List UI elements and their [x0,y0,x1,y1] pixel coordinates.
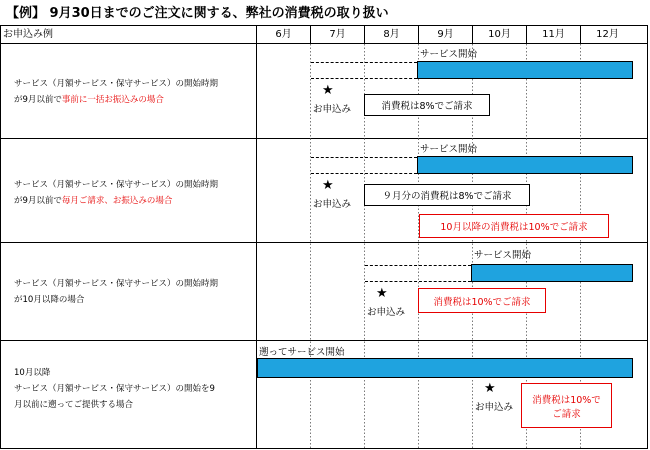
row1-order-label: お申込み [313,104,352,115]
row2-order-label: お申込み [313,199,352,210]
row2-description [14,177,218,209]
row3-dashed-top [365,265,471,266]
row4-desc-line2: サービス（月額サービス・保守サービス）の開始を9 [14,384,215,394]
row3-desc-line1: サービス（月額サービス・保守サービス）の開始時期 [14,279,219,289]
row3-order-label: お申込み [367,307,406,318]
month-header-aug: 8月 [383,29,400,40]
row4-tax-note-10 [521,383,612,428]
month-header-nov: 11月 [542,29,565,40]
month-header-jul: 7月 [329,29,346,40]
row2-dashed-bottom [311,173,417,174]
row4-order-star-icon: ★ [484,381,496,396]
page-title: 【例】 9月30日までのご注文に関する、弊社の消費税の取り扱い [6,6,389,21]
row1-description [14,76,218,108]
month-header-oct: 10月 [488,29,511,40]
row2-desc-line1: サービス（月額サービス・保守サービス）の開始時期 [14,180,219,190]
row1-desc-line2 [14,92,218,108]
row1-service-start-label: サービス開始 [420,49,478,60]
row4-tax-note-line1: 消費税は10%で [532,394,601,406]
row2-dashed-top [311,157,417,158]
row2-service-start-label: サービス開始 [420,144,478,155]
row4-desc-line3: 月以前に遡ってご提供する場合 [14,400,134,410]
row2-desc-line2-red: 毎月ご請求、お振込みの場合 [61,196,173,206]
month-header-sep: 9月 [437,29,454,40]
row2-service-bar [417,156,633,174]
row3-service-start-label: サービス開始 [474,250,532,261]
row1-desc-line2-red: 事前に一括お振込みの場合 [61,95,164,105]
row1-dashed-bottom [311,78,417,79]
row3-description [14,276,218,308]
row4-description [14,365,215,413]
row4-desc-line1: 10月以降 [14,368,51,378]
row3-dashed-bottom [365,281,471,282]
row1-dashed-top [311,62,417,63]
row3-order-star-icon: ★ [376,286,388,301]
row1-order-star-icon: ★ [322,83,334,98]
row4-service-start-label: 遡ってサービス開始 [259,347,345,358]
row4-order-label: お申込み [475,402,514,413]
row3-desc-line2: が10月以降の場合 [14,295,85,305]
row3-tax-note-10: 消費税は10%でご請求 [418,288,546,313]
row4-service-bar [257,358,633,378]
row1-service-bar [417,61,633,79]
row2-tax-note-8: ９月分の消費税は8%でご請求 [364,184,530,206]
month-header-jun: 6月 [275,29,292,40]
row1-desc-line2-black: が9月以前で [14,95,62,105]
row1-desc-line1: サービス（月額サービス・保守サービス）の開始時期 [14,79,219,89]
row4-tax-note-line2: ご請求 [552,408,581,420]
row2-desc-line2-black: が9月以前で [14,196,62,206]
month-header-dec: 12月 [596,29,619,40]
example-column-header: お申込み例 [3,29,53,40]
row2-tax-note-10: 10月以降の消費税は10%でご請求 [419,214,609,238]
row2-order-star-icon: ★ [322,178,334,193]
row2-desc-line2 [14,193,218,209]
row1-tax-note: 消費税は8%でご請求 [364,94,490,116]
row3-service-bar [471,264,633,282]
